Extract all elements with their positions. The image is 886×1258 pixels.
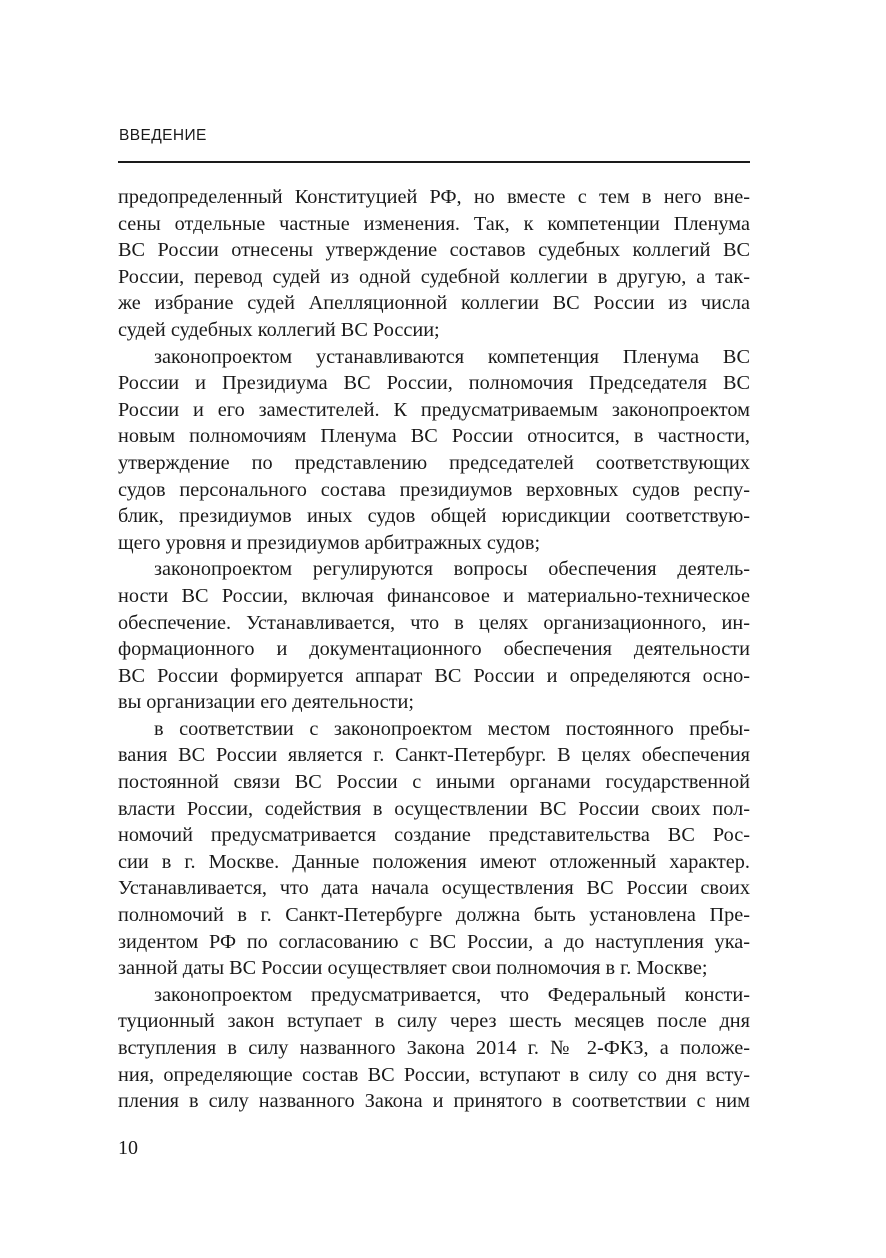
text-line: занной даты ВС России осуществляет свои полномочия в г. Москве; [118,957,708,980]
paragraph [118,344,750,557]
text-line: щего уровня и президиумов арбитражных судов; [118,531,541,554]
page-number: 10 [118,1137,138,1159]
text-line: туционный закон вступает в силу через шесть месяцев после дня [118,1010,750,1033]
text-line: ния, определяющие состав ВС России, вступают в силу со дня всту- [118,1063,750,1086]
text-line: сии в г. Москве. Данные положения имеют отложенный характер. [118,850,750,873]
paragraph [118,556,750,716]
text-line: зидентом РФ по согласованию с ВС России, а до наступления ука- [118,930,750,953]
text-line: пления в силу названного Закона и принятого в соответствии с ним [118,1090,750,1113]
text-line: утверждение по представлению председателей соответствующих [118,451,750,474]
paragraph [118,184,750,344]
text-line: предопределенный Конституцией РФ, но вместе с тем в него вне- [118,186,750,208]
text-line: России и Президиума ВС России, полномочия Председателя ВС [118,372,750,395]
text-line: ВС России отнесены утверждение составов судебных коллегий ВС [118,239,750,262]
text-line: формационного и документационного обеспечения деятельности [118,638,750,661]
text-line: полномочий в г. Санкт-Петербурге должна быть установлена Пре- [118,904,750,927]
text-line: ВС России формируется аппарат ВС России и определяются осно- [118,664,750,687]
text-line: вы организации его деятельности; [118,691,414,714]
header-divider [118,161,750,163]
body-text [118,184,750,1115]
text-line: же избрание судей Апелляционной коллегии ВС России из числа [118,292,750,315]
text-line: обеспечение. Устанавливается, что в целях организационного, ин- [118,611,750,634]
text-line: законопроектом предусматривается, что Федеральный консти- [154,983,750,1006]
text-line: России, перевод судей из одной судебной коллегии в другую, а так- [118,265,750,288]
text-line: блик, президиумов иных судов общей юрисдикции соответствую- [118,505,750,528]
text-line: Устанавливается, что дата начала осуществления ВС России своих [118,877,750,900]
text-line: судей судебных коллегий ВС России; [118,318,440,341]
running-header [118,124,750,163]
text-line: номочий предусматривается создание представительства ВС Рос- [118,824,750,847]
text-line: постоянной связи ВС России с иными органами государственной [118,771,750,794]
text-line: России и его заместителей. К предусматриваемым законопроектом [118,398,750,421]
text-line: судов персонального состава президиумов верховных судов респу- [118,478,750,501]
section-title: ВВЕДЕНИЕ [119,127,207,144]
text-line: ности ВС России, включая финансовое и материально-техническое [118,584,750,607]
text-line: в соответствии с законопроектом местом постоянного пребы- [154,717,750,740]
text-line: власти России, содействия в осуществлении ВС России своих пол- [118,797,750,820]
text-line: сены отдельные частные изменения. Так, к компетенции Пленума [118,212,750,235]
text-line: вания ВС России является г. Санкт-Петербург. В целях обеспечения [118,744,750,767]
text-line: вступления в силу названного Закона 2014 г. № 2-ФКЗ, а положе- [118,1037,750,1059]
text-line: законопроектом устанавливаются компетенция Пленума ВС [154,345,750,368]
text-line: законопроектом регулируются вопросы обеспечения деятель- [154,558,750,581]
text-line: новым полномочиям Пленума ВС России относится, в частности, [118,425,750,448]
paragraph [118,716,750,982]
paragraph [118,982,750,1115]
